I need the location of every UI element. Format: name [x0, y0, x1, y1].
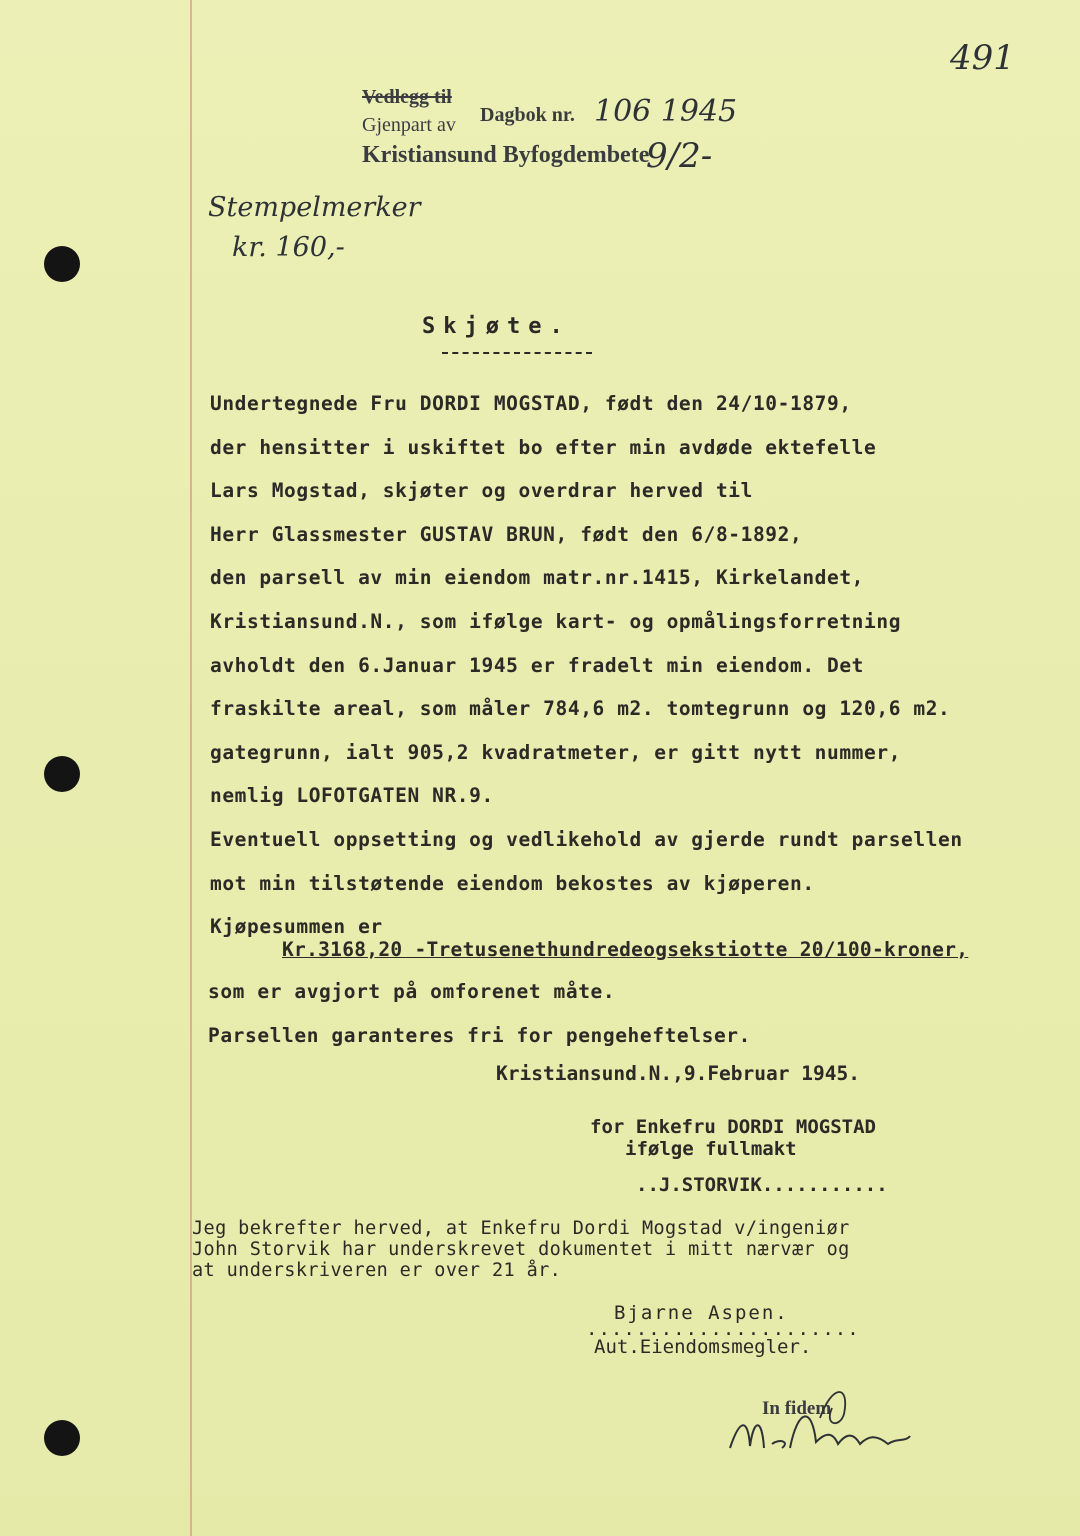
body-line: Kristiansund.N., som ifølge kart- og opmålingsforretning: [210, 609, 902, 633]
power-of-attorney: ifølge fullmakt: [625, 1138, 797, 1160]
stamp-duty-amount: kr. 160,-: [232, 232, 345, 263]
stamp-office: Kristiansund Byfogdembete: [362, 142, 650, 168]
body-line: der hensitter i uskiftet bo efter min avdøde ektefelle: [210, 435, 877, 459]
body-line: fraskilte areal, som måler 784,6 m2. tomtegrunn og 120,6 m2.: [210, 697, 951, 721]
body-line: gategrunn, ialt 905,2 kvadratmeter, er gitt nytt nummer,: [210, 740, 902, 764]
body-line: Herr Glassmester GUSTAV BRUN, født den 6/8-1892,: [210, 522, 803, 546]
body-line: nemlig LOFOTGATEN NR.9.: [210, 784, 494, 808]
stamp-dagbok: Dagbok nr.: [480, 104, 575, 126]
body-line: mot min tilstøtende eiendom bekostes av kjøperen.: [210, 871, 815, 895]
on-behalf-of: for Enkefru DORDI MOGSTAD: [590, 1116, 876, 1138]
stamp-duty-label: Stempelmerker: [208, 192, 421, 223]
place-and-date: Kristiansund.N.,9.Februar 1945.: [496, 1062, 860, 1085]
stamp-date: 9/2-: [646, 136, 713, 176]
handwritten-signature: [720, 1378, 920, 1468]
punch-hole: [44, 1420, 80, 1456]
body-line: den parsell av min eiendom matr.nr.1415, Kirkelandet,: [210, 566, 865, 590]
body-line: Parsellen garanteres fri for pengeheftelser.: [208, 1024, 751, 1047]
page-number: 491: [950, 38, 1015, 78]
margin-line: [190, 0, 192, 1536]
body-line: Undertegnede Fru DORDI MOGSTAD, født den 24/10-1879,: [210, 392, 852, 415]
in-fidem-stamp: In fidem: [762, 1398, 832, 1419]
stamp-gjenpart: Gjenpart av: [362, 114, 456, 136]
body-line: som er avgjort på omforenet måte.: [208, 980, 616, 1003]
journal-number: 106 1945: [594, 94, 738, 129]
deed-body: [210, 382, 1010, 949]
document-title: Skjøte.: [422, 314, 571, 339]
body-line: Lars Mogstad, skjøter og overdrar herved til: [210, 479, 753, 503]
confirmation-line: Jeg bekrefter herved, at Enkefru Dordi Mogstad v/ingeniør: [192, 1218, 850, 1239]
punch-hole: [44, 756, 80, 792]
confirmation-line: John Storvik har underskrevet dokumentet i mitt nærvær og: [192, 1239, 850, 1260]
witness-title: Aut.Eiendomsmegler.: [594, 1336, 812, 1358]
body-line: Kjøpesummen er: [210, 915, 383, 939]
body-line: avholdt den 6.Januar 1945 er fradelt min eiendom. Det: [210, 653, 865, 677]
witness-signature-line: ......................: [586, 1318, 860, 1340]
punch-hole: [44, 246, 80, 282]
stamp-vedlegg: Vedlegg til: [362, 86, 452, 108]
signer-name: ..J.STORVIK...........: [636, 1174, 888, 1196]
witness-name: Bjarne Aspen.: [614, 1302, 789, 1324]
deed-body-continued: [208, 970, 1008, 1058]
confirmation-text: [192, 1218, 1032, 1281]
body-line: Eventuell oppsetting og vedlikehold av gjerde rundt parsellen: [210, 827, 963, 851]
title-underline: [442, 352, 592, 354]
purchase-amount: Kr.3168,20 -Tretusenethundredeogsekstiotte 20/100-kroner,: [282, 938, 969, 961]
confirmation-line: at underskriveren er over 21 år.: [192, 1260, 562, 1281]
